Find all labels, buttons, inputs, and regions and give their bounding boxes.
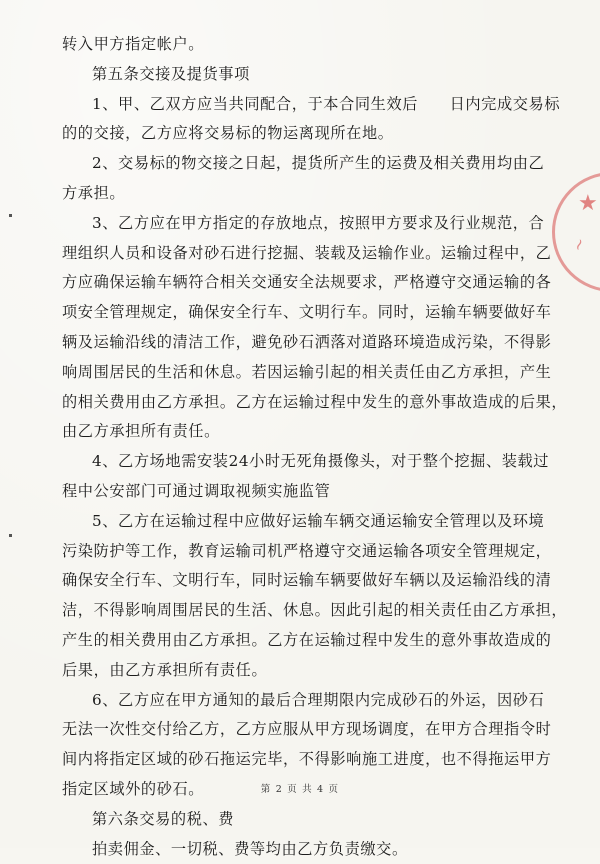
text-line: 拍卖佣金、一切税、费等均由乙方负责缴交。 (92, 839, 408, 858)
text-line: 2、交易标的物交接之日起，提货所产生的运费及相关费用均由乙 (92, 154, 545, 173)
text-line: 无法一次性交付给乙方，乙方应服从甲方现场调度，在甲方合理指令时 (62, 720, 552, 739)
text-line: 产生的相关费用由乙方承担。乙方在运输过程中发生的意外事故造成的 (62, 630, 552, 649)
document-body (62, 30, 568, 864)
text-line: 项安全管理规定，确保安全行车、文明行车。同时，运输车辆要做好车 (62, 303, 552, 322)
text-line: 方应确保运输车辆符合相关交通安全法规要求，严格遵守交通运输的各 (62, 273, 552, 292)
text-line: 间内将指定区域的砂石拖运完毕，不得影响施工进度，也不得拖运甲方 (62, 750, 552, 769)
scan-mark (9, 214, 12, 217)
text-line: 污染防护等工作，教育运输司机严格遵守交通运输各项安全管理规定， (62, 541, 552, 560)
text-line: 的的交接，乙方应将交易标的物运离现所在地。 (62, 124, 394, 143)
text-line: 指定区域外的砂石。 (62, 779, 205, 798)
text-line: 1、甲、乙双方应当共同配合，于本合同生效后 日内完成交易标 (92, 94, 561, 113)
text-line: 确保安全行车、文明行车，同时运输车辆要做好车辆以及运输沿线的清 (62, 571, 552, 590)
section-heading-5: 第五条交接及提货事项 (92, 64, 250, 83)
text-line: 辆及运输沿线的清洁工作，避免砂石洒落对道路环境造成污染，不得影 (62, 332, 552, 351)
text-line: 的相关费用由乙方承担。乙方在运输过程中发生的意外事故造成的后果， (62, 392, 568, 411)
text-line: 响周围居民的生活和休息。若因运输引起的相关责任由乙方承担，产生 (62, 362, 552, 381)
text-line: 洁，不得影响周围居民的生活、休息。因此引起的相关责任由乙方承担， (62, 601, 568, 620)
page-number-footer: 第 2 页 共 4 页 (260, 784, 340, 795)
text-line: 6、乙方应在甲方通知的最后合理期限内完成砂石的外运，因砂石 (92, 690, 545, 709)
text-line: 4、乙方场地需安装24小时无死角摄像头，对于整个挖掘、装载过 (92, 452, 550, 471)
text-line: 3、乙方应在甲方指定的存放地点，按照甲方要求及行业规范，合 (92, 213, 545, 232)
seal-text-fragment: ~ (567, 234, 590, 255)
section-heading-6: 第六条交易的税、费 (92, 809, 235, 828)
text-line: 由乙方承担所有责任。 (62, 422, 220, 441)
text-line: 5、乙方在运输过程中应做好运输车辆交通运输安全管理以及环境 (92, 511, 545, 530)
text-line: 后果，由乙方承担所有责任。 (62, 660, 268, 679)
text-line: 转入甲方指定帐户。 (62, 35, 205, 53)
text-line: 理组织人员和设备对砂石进行挖掘、装载及运输作业。运输过程中，乙 (62, 243, 552, 262)
text-line: 程中公安部门可通过调取视频实施监管 (62, 481, 331, 500)
seal-star-icon: ★ (578, 191, 598, 216)
scan-mark (9, 534, 12, 537)
text-line: 方承担。 (62, 183, 126, 202)
